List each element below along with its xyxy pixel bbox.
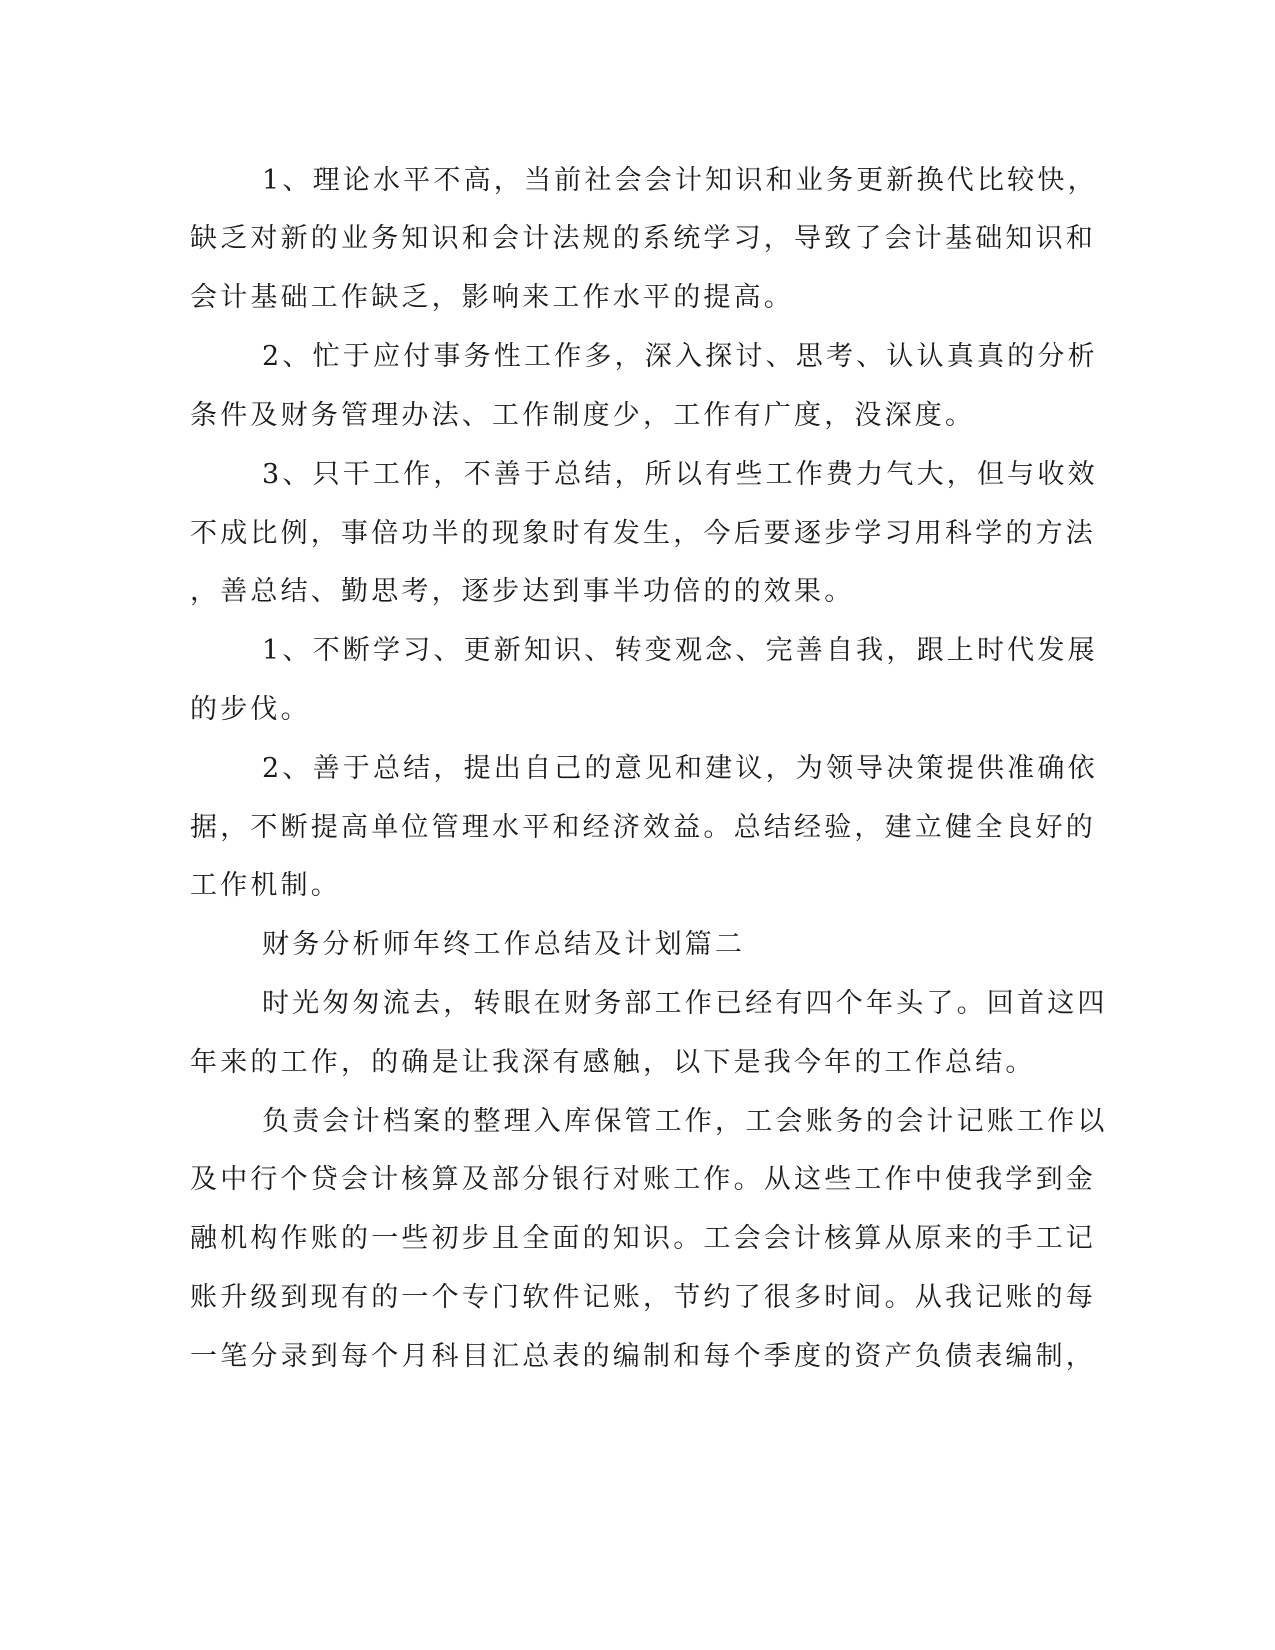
text-line: 1、不断学习、更新知识、转变观念、完善自我，跟上时代发展 [262, 635, 1098, 666]
text-line: 及中行个贷会计核算及部分银行对账工作。从这些工作中使我学到金 [190, 1164, 1096, 1195]
section-heading: 财务分析师年终工作总结及计划篇二 [262, 929, 746, 960]
text-line: 据，不断提高单位管理水平和经济效益。总结经验，建立健全良好的 [190, 812, 1096, 843]
text-line: 年来的工作，的确是让我深有感触，以下是我今年的工作总结。 [190, 1047, 1036, 1078]
text-line: 不成比例，事倍功半的现象时有发生，今后要逐步学习用科学的方法 [190, 518, 1096, 549]
text-line: 缺乏对新的业务知识和会计法规的系统学习，导致了会计基础知识和 [190, 223, 1096, 254]
text-line: 融机构作账的一些初步且全面的知识。工会会计核算从原来的手工记 [190, 1223, 1096, 1254]
text-line: 1、理论水平不高，当前社会会计知识和业务更新换代比较快， [262, 165, 1098, 196]
text-line: 账升级到现有的一个专门软件记账，节约了很多时间。从我记账的每 [190, 1282, 1096, 1313]
text-line: 一笔分录到每个月科目汇总表的编制和每个季度的资产负债表编制， [190, 1341, 1096, 1372]
text-line: 负责会计档案的整理入库保管工作，工会账务的会计记账工作以 [262, 1106, 1108, 1137]
text-line: 2、忙于应付事务性工作多，深入探讨、思考、认认真真的分析 [262, 341, 1098, 372]
text-line: 工作机制。 [190, 870, 341, 901]
text-line: 的步伐。 [190, 694, 311, 725]
text-line: 会计基础工作缺乏，影响来工作水平的提高。 [190, 282, 794, 313]
text-line: ，善总结、勤思考，逐步达到事半功倍的的效果。 [190, 576, 855, 607]
text-line: 3、只干工作，不善于总结，所以有些工作费力气大，但与收效 [262, 459, 1098, 490]
text-line: 2、善于总结，提出自己的意见和建议，为领导决策提供准确依 [262, 753, 1098, 784]
text-line: 条件及财务管理办法、工作制度少，工作有广度，没深度。 [190, 400, 976, 431]
text-line: 时光匆匆流去，转眼在财务部工作已经有四个年头了。回首这四 [262, 988, 1108, 1019]
